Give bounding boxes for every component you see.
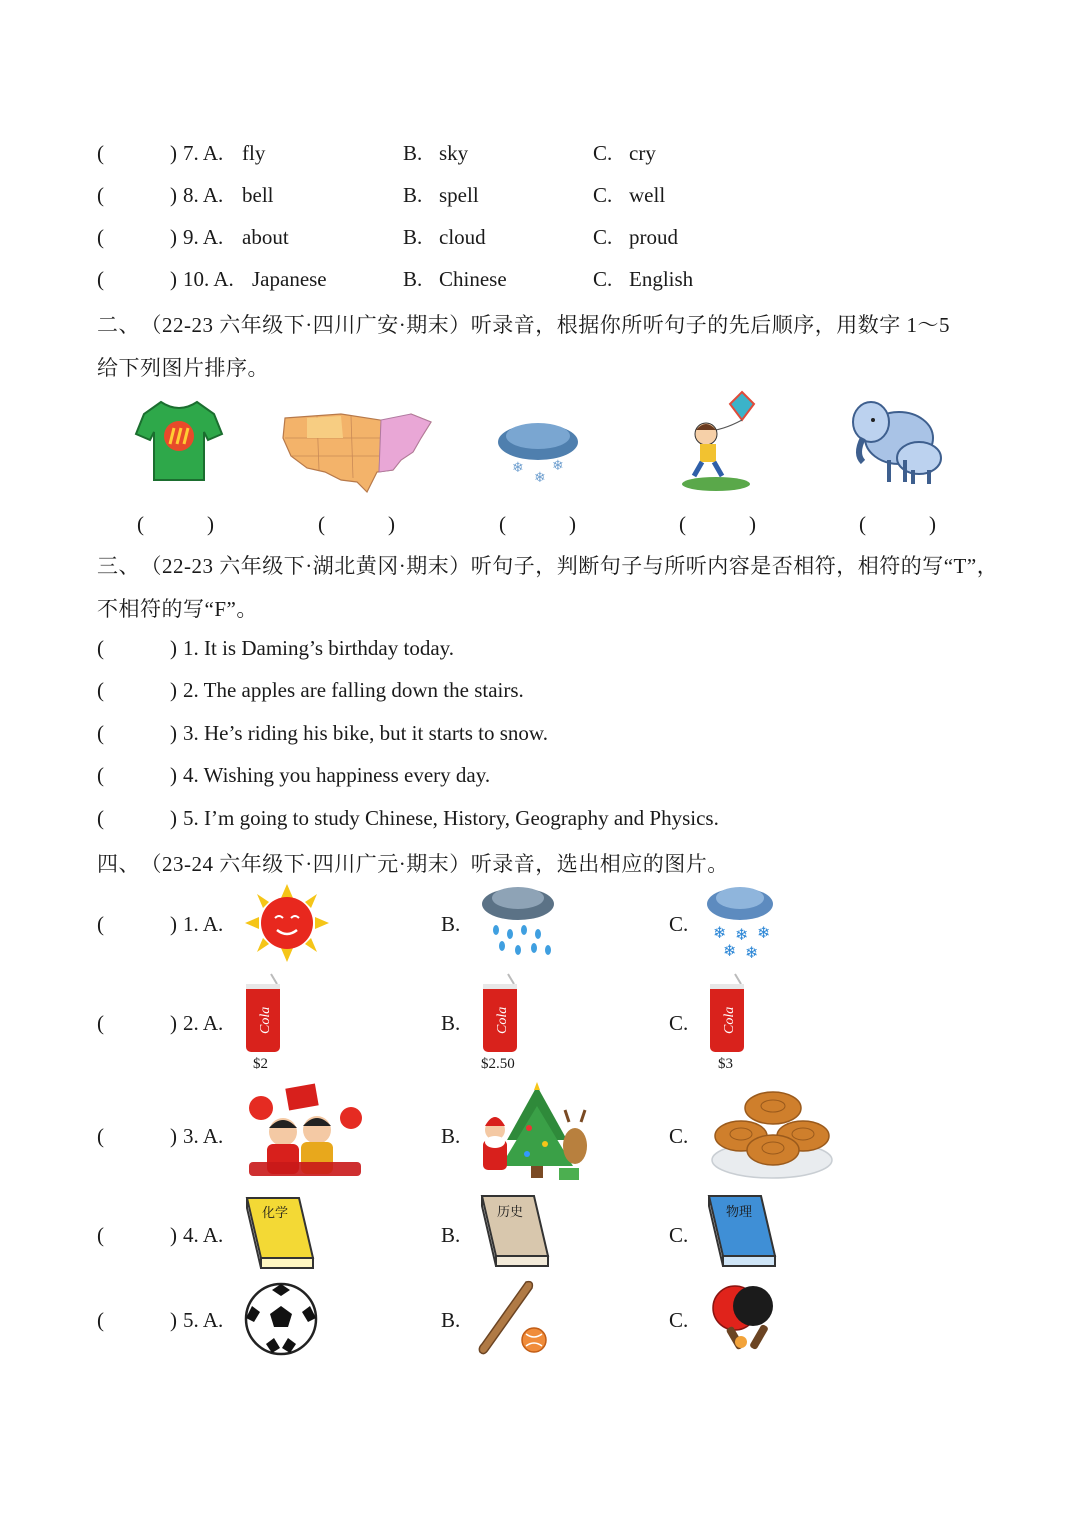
question-number: 9. A. bbox=[183, 225, 224, 249]
answer-paren-open[interactable]: ( bbox=[97, 806, 104, 830]
option-c-label: C. bbox=[669, 1308, 689, 1332]
option-b-label: B. bbox=[441, 912, 461, 936]
option-c-label: C. bbox=[669, 1223, 689, 1247]
answer-paren-close: ) bbox=[170, 267, 177, 291]
boy-kite-icon bbox=[676, 390, 756, 492]
svg-text:❄: ❄ bbox=[512, 460, 524, 476]
answer-paren-open[interactable]: ( bbox=[97, 141, 104, 165]
answer-paren-close: ) bbox=[170, 183, 177, 207]
answer-paren-close: ) bbox=[170, 912, 177, 936]
option-c: English bbox=[629, 267, 694, 291]
answer-paren-close: ) bbox=[170, 806, 177, 830]
answer-paren-close: ) bbox=[170, 636, 177, 660]
option-b: sky bbox=[439, 141, 469, 165]
question-number: 10. A. bbox=[183, 267, 234, 291]
answer-paren-close: ) bbox=[170, 1011, 177, 1035]
snow-cloud-icon bbox=[705, 884, 775, 960]
cola-can-icon bbox=[243, 974, 283, 1052]
option-b: Chinese bbox=[439, 267, 507, 291]
sun-icon bbox=[245, 884, 329, 962]
section-4-heading: 四、 （23-24 六年级下·四川广元·期末）听录音，选出相应的图片。 bbox=[97, 852, 729, 876]
ping-pong-icon bbox=[705, 1282, 781, 1356]
svg-text:❄: ❄ bbox=[757, 923, 771, 942]
order-blank-1[interactable]: ( ) bbox=[137, 512, 214, 536]
option-b-label: B. bbox=[403, 141, 423, 165]
option-b-label: B. bbox=[403, 183, 423, 207]
order-blank-2[interactable]: ( ) bbox=[318, 512, 395, 536]
book-title: 物理 bbox=[726, 1205, 753, 1220]
answer-paren-open[interactable]: ( bbox=[97, 912, 104, 936]
option-a: bell bbox=[242, 183, 274, 207]
option-a: about bbox=[242, 225, 289, 249]
section-2-heading-cont: 给下列图片排序。 bbox=[97, 356, 269, 380]
option-a: Japanese bbox=[252, 267, 327, 291]
answer-paren-close: ) bbox=[170, 763, 177, 787]
answer-paren-close: ) bbox=[170, 1308, 177, 1332]
tf-sentence: 3. He’s riding his bike, but it starts to snow. bbox=[183, 721, 548, 745]
order-blank-3[interactable]: ( ) bbox=[499, 512, 576, 536]
price-label: $2 bbox=[253, 1056, 268, 1072]
answer-paren-close: ) bbox=[170, 1124, 177, 1148]
option-c-label: C. bbox=[669, 912, 689, 936]
section-2-heading: 二、 （22-23 六年级下·四川广安·期末）听录音，根据你所听句子的先后顺序，用数字 1～5 bbox=[97, 313, 950, 337]
question-number: 8. A. bbox=[183, 183, 224, 207]
option-c-label: C. bbox=[593, 183, 613, 207]
answer-paren-close: ) bbox=[170, 141, 177, 165]
answer-paren-close: ) bbox=[170, 721, 177, 745]
option-b: cloud bbox=[439, 225, 486, 249]
section-3-heading-cont: 不相符的写“F”。 bbox=[97, 597, 258, 621]
option-c-label: C. bbox=[669, 1124, 689, 1148]
svg-text:❄: ❄ bbox=[723, 941, 737, 960]
option-c-label: C. bbox=[669, 1011, 689, 1035]
book-title: 历史 bbox=[497, 1205, 524, 1220]
question-number: 1. A. bbox=[183, 912, 224, 936]
book-title: 化学 bbox=[262, 1206, 289, 1221]
svg-text:Cola: Cola bbox=[722, 1006, 737, 1034]
svg-text:❄: ❄ bbox=[534, 470, 546, 486]
option-b-label: B. bbox=[441, 1308, 461, 1332]
option-a: fly bbox=[242, 141, 266, 165]
question-number: 3. A. bbox=[183, 1124, 224, 1148]
answer-paren-open[interactable]: ( bbox=[97, 1011, 104, 1035]
answer-paren-open[interactable]: ( bbox=[97, 183, 104, 207]
answer-paren-open[interactable]: ( bbox=[97, 763, 104, 787]
order-blank-4[interactable]: ( ) bbox=[679, 512, 756, 536]
answer-paren-open[interactable]: ( bbox=[97, 225, 104, 249]
tshirt-icon bbox=[136, 398, 222, 484]
us-map-icon bbox=[281, 408, 436, 498]
answer-paren-open[interactable]: ( bbox=[97, 721, 104, 745]
elephants-icon bbox=[849, 398, 953, 486]
answer-paren-open[interactable]: ( bbox=[97, 1223, 104, 1247]
christmas-icon bbox=[477, 1082, 593, 1186]
answer-paren-close: ) bbox=[170, 1223, 177, 1247]
baseball-bat-icon bbox=[478, 1280, 552, 1356]
svg-text:❄: ❄ bbox=[552, 458, 564, 474]
svg-text:Cola: Cola bbox=[258, 1006, 273, 1034]
section-3-heading: 三、 （22-23 六年级下·湖北黄冈·期末）听句子，判断句子与所听内容是否相符，相符的写“T”， bbox=[97, 554, 999, 578]
question-number: 5. A. bbox=[183, 1308, 224, 1332]
answer-paren-open[interactable]: ( bbox=[97, 267, 104, 291]
mooncake-icon bbox=[711, 1088, 833, 1182]
svg-text:❄: ❄ bbox=[745, 943, 759, 962]
answer-paren-open[interactable]: ( bbox=[97, 678, 104, 702]
question-number: 7. A. bbox=[183, 141, 224, 165]
rain-cloud-icon bbox=[478, 884, 560, 960]
tf-sentence: 5. I’m going to study Chinese, History, Geography and Physics. bbox=[183, 806, 719, 830]
option-b-label: B. bbox=[441, 1011, 461, 1035]
answer-paren-open[interactable]: ( bbox=[97, 636, 104, 660]
spring-festival-icon bbox=[243, 1082, 367, 1182]
option-b: spell bbox=[439, 183, 479, 207]
option-b-label: B. bbox=[403, 267, 423, 291]
snow-cloud-icon bbox=[494, 420, 584, 488]
order-blank-5[interactable]: ( ) bbox=[859, 512, 936, 536]
option-b-label: B. bbox=[441, 1223, 461, 1247]
svg-text:Cola: Cola bbox=[495, 1006, 510, 1034]
option-c: proud bbox=[629, 225, 678, 249]
price-label: $2.50 bbox=[481, 1056, 515, 1072]
answer-paren-open[interactable]: ( bbox=[97, 1308, 104, 1332]
svg-text:❄: ❄ bbox=[735, 925, 749, 944]
cola-can-icon bbox=[480, 974, 520, 1052]
answer-paren-close: ) bbox=[170, 225, 177, 249]
answer-paren-close: ) bbox=[170, 678, 177, 702]
option-b-label: B. bbox=[403, 225, 423, 249]
question-number: 2. A. bbox=[183, 1011, 224, 1035]
svg-text:❄: ❄ bbox=[713, 923, 727, 942]
cola-can-icon bbox=[707, 974, 747, 1052]
option-b-label: B. bbox=[441, 1124, 461, 1148]
soccer-ball-icon bbox=[244, 1282, 318, 1356]
tf-sentence: 1. It is Daming’s birthday today. bbox=[183, 636, 455, 660]
option-c: cry bbox=[629, 141, 656, 165]
option-c-label: C. bbox=[593, 225, 613, 249]
price-label: $3 bbox=[718, 1056, 733, 1072]
tf-sentence: 4. Wishing you happiness every day. bbox=[183, 763, 491, 787]
option-c-label: C. bbox=[593, 141, 613, 165]
option-c: well bbox=[629, 183, 666, 207]
answer-paren-open[interactable]: ( bbox=[97, 1124, 104, 1148]
question-number: 4. A. bbox=[183, 1223, 224, 1247]
tf-sentence: 2. The apples are falling down the stairs. bbox=[183, 678, 524, 702]
option-c-label: C. bbox=[593, 267, 613, 291]
